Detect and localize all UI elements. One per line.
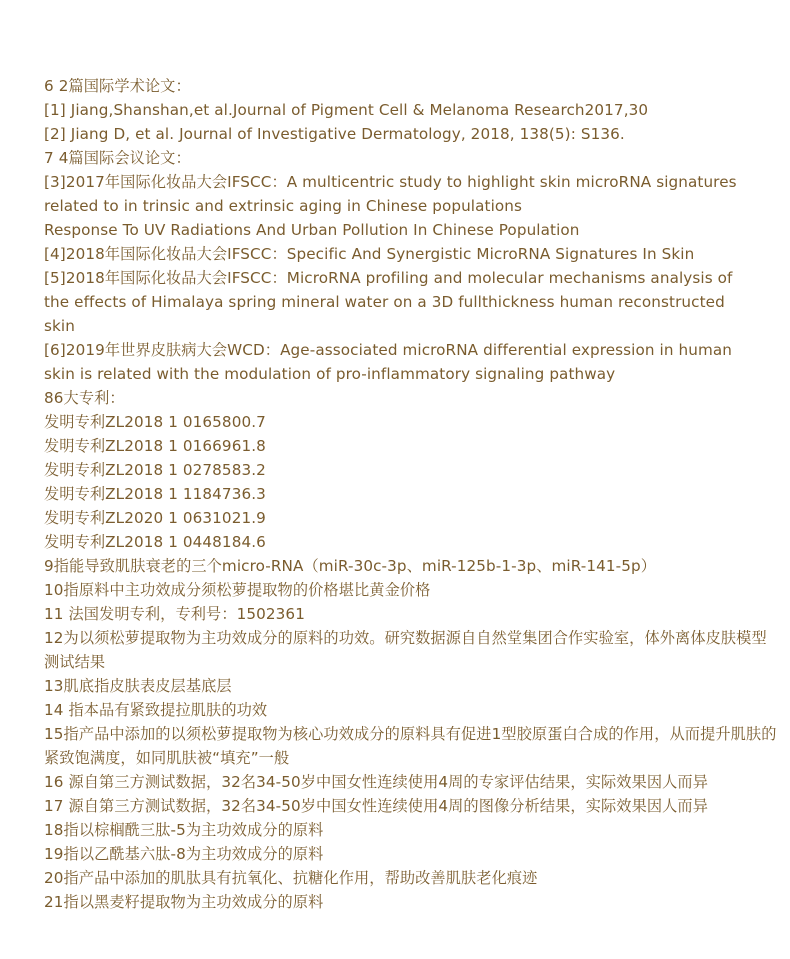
footnote-line: [1] Jiang,Shanshan,et al.Journal of Pigment Cell & Melanoma Research2017,30 (44, 101, 649, 119)
footnote-line: skin (44, 317, 75, 335)
footnote-line: [5]2018年国际化妆品大会IFSCC：MicroRNA profiling and molecular mechanisms analysis of (44, 269, 733, 287)
footnote-line: 10指原料中主功效成分须松萝提取物的价格堪比黄金价格 (44, 581, 431, 599)
footnote-line: 17 源自第三方测试数据，32名34-50岁中国女性连续使用4周的图像分析结果，实际效果因人而异 (44, 797, 709, 815)
footnote-line: 15指产品中添加的以须松萝提取物为核心功效成分的原料具有促进1型胶原蛋白合成的作用，从而提升肌肤的 (44, 725, 777, 743)
footnote-line: 16 源自第三方测试数据，32名34-50岁中国女性连续使用4周的专家评估结果，实际效果因人而异 (44, 773, 709, 791)
footnote-line: 测试结果 (44, 653, 106, 671)
footnote-line: 紧致饱满度，如同肌肤被“填充”一般 (44, 749, 290, 767)
footnote-line: 12为以须松萝提取物为主功效成分的原料的功效。研究数据源自自然堂集团合作实验室，体外离体皮肤模型 (44, 629, 767, 647)
footnote-line: [6]2019年世界皮肤病大会WCD：Age-associated microRNA differential expression in human (44, 341, 732, 359)
footnote-line: [3]2017年国际化妆品大会IFSCC：A multicentric study to highlight skin microRNA signatures (44, 173, 737, 191)
footnote-line: [2] Jiang D, et al. Journal of Investigative Dermatology, 2018, 138(5): S136. (44, 125, 625, 143)
footnote-line: 发明专利ZL2018 1 1184736.3 (44, 485, 266, 503)
footnote-line: 14 指本品有紧致提拉肌肤的功效 (44, 701, 268, 719)
footnote-line: 19指以乙酰基六肽-8为主功效成分的原料 (44, 845, 324, 863)
footnote-line: the effects of Himalaya spring mineral water on a 3D fullthickness human reconstructed (44, 293, 725, 311)
footnote-line: 发明专利ZL2018 1 0165800.7 (44, 413, 266, 431)
footnote-line: 18指以棕榈酰三肽-5为主功效成分的原料 (44, 821, 324, 839)
footnote-line: 7 4篇国际会议论文： (44, 149, 191, 167)
footnote-line: skin is related with the modulation of pro-inflammatory signaling pathway (44, 365, 616, 383)
footnote-line: 13肌底指皮肤表皮层基底层 (44, 677, 232, 695)
footnote-line: 21指以黑麦籽提取物为主功效成分的原料 (44, 893, 324, 911)
footnote-line: 发明专利ZL2020 1 0631021.9 (44, 509, 266, 527)
footnote-line: 9指能导致肌肤衰老的三个micro-RNA（miR-30c-3p、miR-125b-1-3p、miR-141-5p） (44, 557, 656, 575)
footnote-line: 发明专利ZL2018 1 0278583.2 (44, 461, 266, 479)
footnote-line: Response To UV Radiations And Urban Pollution In Chinese Population (44, 221, 580, 239)
footnote-line: 发明专利ZL2018 1 0166961.8 (44, 437, 266, 455)
footnote-line: 11 法国发明专利，专利号：1502361 (44, 605, 305, 623)
footnote-line: [4]2018年国际化妆品大会IFSCC：Specific And Synergistic MicroRNA Signatures In Skin (44, 245, 695, 263)
footnote-line: related to in trinsic and extrinsic aging in Chinese populations (44, 197, 523, 215)
footnote-line: 20指产品中添加的肌肽具有抗氧化、抗糖化作用，帮助改善肌肤老化痕迹 (44, 869, 538, 887)
footnote-line: 86大专利： (44, 389, 125, 407)
footnote-line: 发明专利ZL2018 1 0448184.6 (44, 533, 266, 551)
footnote-line: 6 2篇国际学术论文： (44, 77, 191, 95)
